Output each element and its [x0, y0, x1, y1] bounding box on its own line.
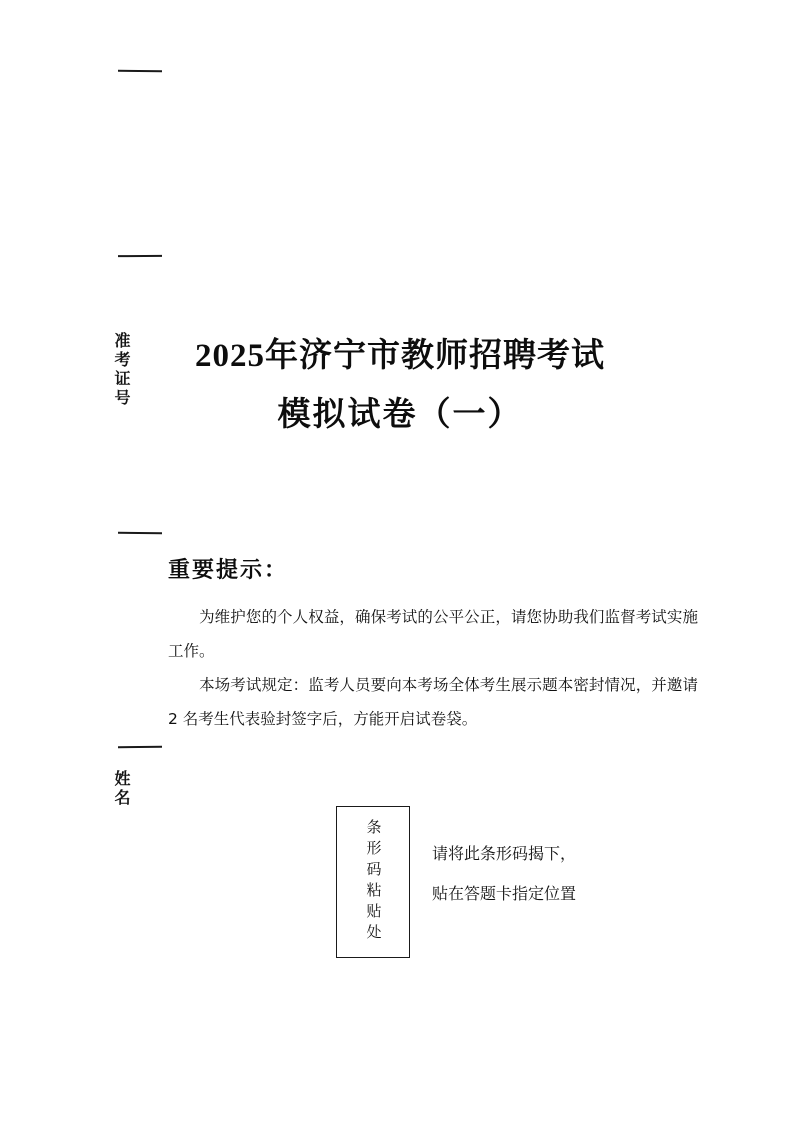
title-line-primary: 2025年济宁市教师招聘考试 — [195, 338, 605, 374]
barcode-instruction-line-1: 请将此条形码揭下， — [432, 844, 577, 863]
barcode-paste-box — [336, 806, 410, 958]
notice-heading: 重要提示： — [168, 558, 289, 583]
page-title — [0, 340, 800, 432]
seal-line-3 — [118, 532, 162, 534]
notice-paragraph-1-text: 为维护您的个人权益，确保考试的公平公正，请您协助我们监督考试实施工作。 — [168, 608, 698, 660]
barcode-instructions — [432, 834, 576, 914]
notice-paragraph-2 — [168, 668, 698, 736]
seal-line-1 — [118, 70, 162, 72]
barcode-paste-box-label: 条形码粘贴处 — [364, 819, 383, 945]
seal-line-4 — [118, 746, 162, 748]
barcode-instruction-line-2: 贴在答题卡指定位置 — [432, 884, 577, 903]
seal-line-2 — [118, 255, 162, 257]
candidate-name-label: 姓名 — [112, 770, 131, 808]
notice-paragraph-2-text: 本场考试规定：监考人员要向本考场全体考生展示题本密封情况，并邀请 2 名考生代表验封签字后，方能开启试卷袋。 — [168, 676, 698, 728]
seal-margin — [96, 70, 166, 990]
notice-paragraph-1 — [168, 600, 698, 668]
exam-number-label: 准考证号 — [112, 332, 131, 408]
title-line-secondary: 模拟试卷（一） — [277, 397, 523, 433]
